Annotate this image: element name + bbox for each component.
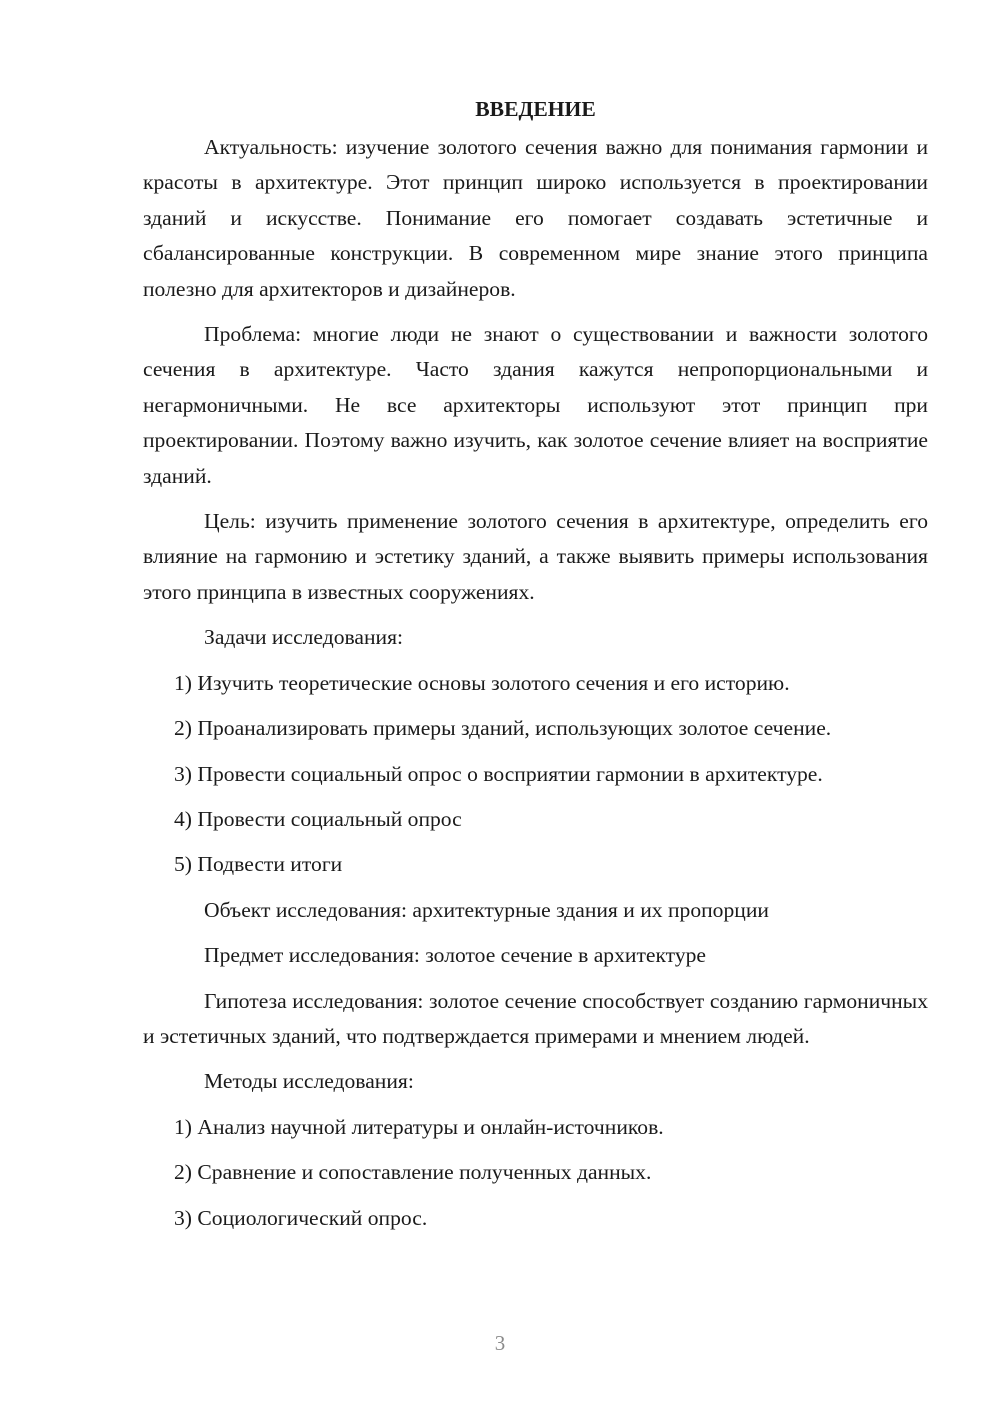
task-item-2: 2) Проанализировать примеры зданий, использующих золотое сечение.	[174, 716, 832, 741]
task-item-1: 1) Изучить теоретические основы золотого сечения и его историю.	[174, 670, 790, 695]
method-item-3: 3) Социологический опрос.	[174, 1205, 428, 1230]
paragraph-relevance: Актуальность: изучение золотого сечения важно для понимания гармонии и красоты в архитектуре. Этот принцип широко используется в проектировании зданий и искусстве. Понимание его помогает создавать эстетичные и сбалансированные конструкции. В современном мире знание этого принципа полезно для архитекторов и дизайнеров.	[143, 135, 928, 301]
task-item-5: 5) Подвести итоги	[174, 852, 343, 877]
tasks-heading: Задачи исследования:	[204, 625, 404, 650]
paragraph-object: Объект исследования: архитектурные здания и их пропорции	[204, 897, 769, 922]
page-title: ВВЕДЕНИЕ	[475, 97, 596, 121]
paragraph-goal: Цель: изучить применение золотого сечения в архитектуре, определить его влияние на гармонию и эстетику зданий, а также выявить примеры использования этого принципа в известных сооружениях.	[143, 509, 928, 604]
method-item-2: 2) Сравнение и сопоставление полученных данных.	[174, 1160, 652, 1185]
methods-heading: Методы исследования:	[204, 1069, 414, 1094]
paragraph-problem: Проблема: многие люди не знают о существовании и важности золотого сечения в архитектуре. Часто здания кажутся непропорциональными и негармоничными. Не все архитекторы используют этот принцип при проектировании. Поэтому важно изучить, как золотое сечение влияет на восприятие зданий.	[143, 322, 928, 488]
paragraph-hypothesis: Гипотеза исследования: золотое сечение способствует созданию гармоничных и эстетичных зданий, что подтверждается примерами и мнением людей.	[143, 988, 928, 1048]
page-number: 3	[494, 1331, 506, 1355]
task-item-3: 3) Провести социальный опрос о восприятии гармонии в архитектуре.	[174, 761, 823, 786]
method-item-1: 1) Анализ научной литературы и онлайн-источников.	[174, 1114, 664, 1139]
task-item-4: 4) Провести социальный опрос	[174, 806, 462, 831]
paragraph-subject: Предмет исследования: золотое сечение в архитектуре	[204, 943, 707, 968]
document-page	[143, 92, 928, 1236]
